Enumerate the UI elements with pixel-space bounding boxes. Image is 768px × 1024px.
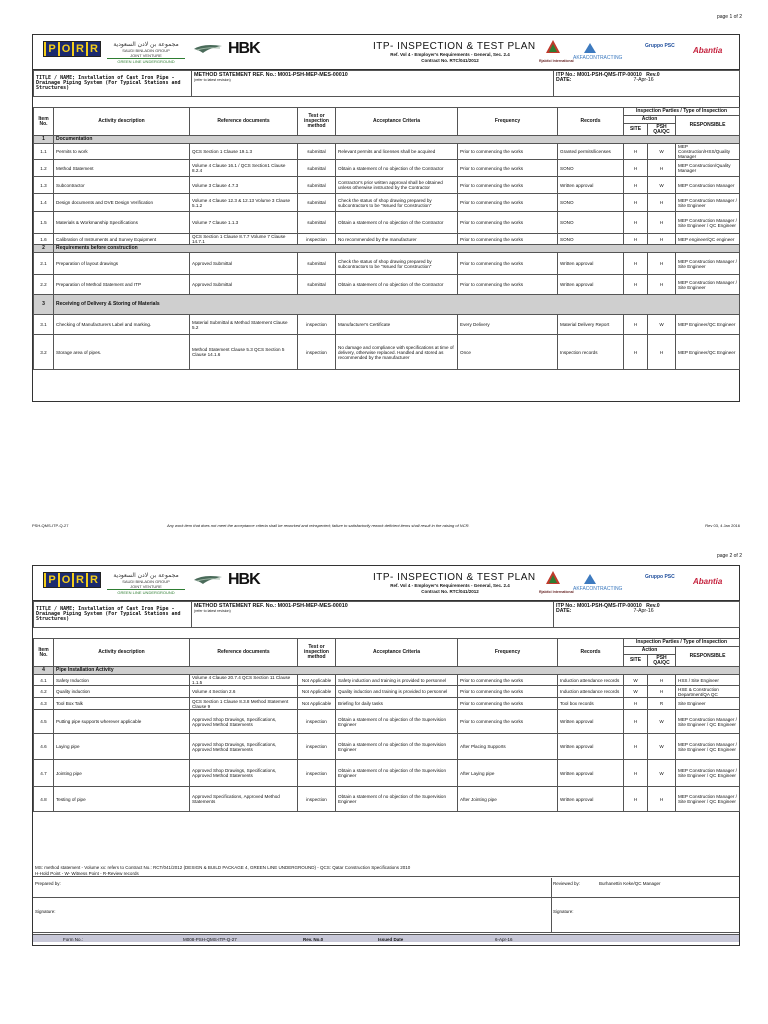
signature-label-2: Signature:: [553, 909, 574, 914]
footer-ncr-note: Any work item that does not meet the acceptance criteria shall be reworked and reinspected; failure to satisfactorily rework deficient items shall result in the raising of NCR.: [167, 523, 470, 528]
test-method: Not Applicable: [298, 686, 336, 698]
frequency: Prior to commencing the works: [458, 698, 558, 710]
col-psh: PSH QA/QC: [648, 655, 676, 667]
itp-ref: Ref. Vol 4 - Employer's Requirements - General, Sec. 2.4 Contract No. RTC/041/2012: [390, 52, 510, 63]
activity: Laying pipe: [54, 734, 190, 760]
itp-title: ITP- INSPECTION & TEST PLAN: [373, 572, 536, 583]
site-action: H: [624, 275, 648, 295]
col-action: Action: [624, 647, 676, 655]
test-method: inspection: [298, 710, 336, 734]
site-action: W: [624, 686, 648, 698]
responsible: Site Engineer: [676, 698, 740, 710]
activity: Preparation of layout drawings: [54, 253, 190, 275]
table-row: [34, 686, 740, 698]
frequency: Prior to commencing the works: [458, 194, 558, 212]
activity: Calibration of Instruments and Survey Equipment: [54, 234, 190, 245]
table-row: [34, 212, 740, 234]
records: SONO: [558, 160, 624, 177]
site-action: H: [624, 160, 648, 177]
activity: Subcontractor: [54, 177, 190, 194]
signature-label: Signature:: [35, 909, 56, 914]
itp-title: ITP- INSPECTION & TEST PLAN: [373, 41, 536, 52]
frequency: Prior to commencing the works: [458, 144, 558, 160]
footer-form-code: PSH-QMS-ITP-Q-27: [32, 523, 69, 528]
site-action: H: [624, 698, 648, 710]
wings-logo-icon: [193, 41, 223, 55]
records: SONO: [558, 212, 624, 234]
item-no: 3.2: [34, 335, 54, 370]
issued-date: 6-Apr-16: [495, 937, 513, 942]
responsible: MEP Construction Manager / Site Engineer / QC Engineer: [676, 212, 740, 234]
activity: Safety Induction: [54, 675, 190, 686]
records: Tool box records: [558, 698, 624, 710]
site-action: H: [624, 335, 648, 370]
test-method: inspection: [298, 315, 336, 335]
records: Granted permits/licenses: [558, 144, 624, 160]
activity: Checking of Manufacturers Label and marking.: [54, 315, 190, 335]
psh-action: R: [648, 698, 676, 710]
psh-action: W: [648, 734, 676, 760]
responsible: MEP Construction Manager / Site Engineer: [676, 194, 740, 212]
frequency: Prior to commencing the works: [458, 253, 558, 275]
col-records: Records: [558, 639, 624, 667]
abantia-logo: Abantia: [693, 577, 723, 586]
section-no: 4: [34, 667, 54, 675]
reference: Material Submittal & Method Statement Clause 5.2: [190, 315, 298, 335]
reference: QCS Section 1 Clause 8.3.8 Method Statement Clause 9: [190, 698, 298, 710]
responsible: MEP Construction/HSS/Quality Manager: [676, 144, 740, 160]
item-no: 1.5: [34, 212, 54, 234]
activity: Jointing pipe: [54, 760, 190, 787]
section-row: [34, 667, 740, 675]
records: Inspection records: [558, 335, 624, 370]
site-action: H: [624, 734, 648, 760]
responsible: MEP Construction/Quality Manager: [676, 160, 740, 177]
acceptance: No damage and compliance with specifications at time of delivery, otherwise replaced. Handled and stored as recommended by the manufacturer: [336, 335, 458, 370]
col-activity: Activity description: [54, 639, 190, 667]
activity: Design documents and DVE Design Verification: [54, 194, 190, 212]
psh-action: H: [648, 335, 676, 370]
reference: Approved Specifications, Approved Method Statements: [190, 787, 298, 812]
acceptance: Obtain a statement of no objection of the Contractor: [336, 160, 458, 177]
section-label: Documentation: [54, 136, 740, 144]
site-action: H: [624, 144, 648, 160]
test-method: submittal: [298, 160, 336, 177]
item-no: 2.2: [34, 275, 54, 295]
section-row: [34, 245, 740, 253]
frequency: Prior to commencing the works: [458, 160, 558, 177]
col-frequency: Frequency: [458, 639, 558, 667]
test-method: inspection: [298, 335, 336, 370]
acceptance: Obtain a statement of no objection of the Contractor: [336, 275, 458, 295]
itp-table-2: [33, 638, 740, 812]
activity: Tool Box Talk: [54, 698, 190, 710]
col-action: Action: [624, 116, 676, 124]
frequency: Once: [458, 335, 558, 370]
col-item-no: Item No.: [34, 108, 54, 136]
reference: Approved Submittal: [190, 275, 298, 295]
test-method: submittal: [298, 212, 336, 234]
col-acceptance: Acceptance Criteria: [336, 639, 458, 667]
saudi-binladin-logo: مجموعة بن لادن السعودية SAUDI BINLADIN GROUP JOINT VENTURE GREEN LINE UNDERGROUND: [107, 41, 185, 61]
reference: Approved Shop Drawings, Specifications, Approved Method Statements: [190, 734, 298, 760]
itp-no: ITP No.: M001-PSH-QMS-ITP-00010: [556, 72, 642, 78]
psh-action: W: [648, 315, 676, 335]
acceptance: Obtain a statement of no objection of the Contractor: [336, 212, 458, 234]
psh-action: W: [648, 144, 676, 160]
table-row: [34, 734, 740, 760]
acceptance: Obtain a statement of no objection of the Supervision Engineer: [336, 734, 458, 760]
acceptance: Briefing for daily tasks: [336, 698, 458, 710]
item-no: 4.5: [34, 710, 54, 734]
item-no: 1.3: [34, 177, 54, 194]
psh-action: H: [648, 212, 676, 234]
acceptance: Manufacturer's Certificate: [336, 315, 458, 335]
table-row: [34, 177, 740, 194]
records: Induction attendance records: [558, 686, 624, 698]
site-action: H: [624, 787, 648, 812]
method-statement: METHOD STATEMENT REF. No.: M001-PSH-MEP-MES-00010: [194, 72, 348, 78]
col-responsible: RESPONSIBLE: [676, 116, 740, 136]
responsible: MEP Construction Manager / Site Engineer / QC Engineer: [676, 734, 740, 760]
acceptance: Obtain a statement of no objection of the Supervision Engineer: [336, 787, 458, 812]
activity: Materials & Workmanship Specifications: [54, 212, 190, 234]
psh-action: H: [648, 675, 676, 686]
porr-logo: P O R R: [43, 41, 101, 57]
reference: Volume 4 Clause 16.1 / QCS Section1 Clause 8.2.4: [190, 160, 298, 177]
reference: Method Statement Clause 5.3 QCS Section 5 Clause 14.1.6: [190, 335, 298, 370]
frequency: After Laying pipe: [458, 760, 558, 787]
acceptance: Check the status of shop drawing prepared by subcontractors to be "Issued for Construction": [336, 253, 458, 275]
records: Material Delivery Report: [558, 315, 624, 335]
reference: Volume 4 Clause 12.3 & 12.13 Volume 3 Clause 5.1.2: [190, 194, 298, 212]
item-no: 2.1: [34, 253, 54, 275]
frequency: Prior to commencing the works: [458, 710, 558, 734]
records: Written approval: [558, 275, 624, 295]
section-label: Pipe Installation Activity: [54, 667, 740, 675]
date-label: DATE:: [556, 608, 572, 614]
site-action: H: [624, 315, 648, 335]
acceptance: Obtain a statement of no objection of the Supervision Engineer: [336, 710, 458, 734]
refer-note: (refer to latest revision): [194, 78, 231, 82]
page-number: page 1 of 2: [716, 14, 742, 20]
title-name: TITLE / NAME: Installation of Cast Iron Pipe - Drainage Piping System (For Typical Stations and Structures): [34, 71, 192, 97]
section-row: [34, 136, 740, 144]
test-method: submittal: [298, 253, 336, 275]
itp-sheet-2: [32, 565, 740, 946]
sheet-header: [33, 566, 739, 601]
psh-action: H: [648, 787, 676, 812]
responsible: MEP Construction Manager / Site Engineer / QC Engineer: [676, 760, 740, 787]
prepared-by-label: Prepared by:: [35, 881, 61, 886]
responsible: MEP engineer/QC engineer: [676, 234, 740, 245]
col-test-method: Test or inspection method: [298, 108, 336, 136]
prepared-row: [33, 878, 739, 898]
table-row: [34, 698, 740, 710]
records: Written approval: [558, 253, 624, 275]
issued-label: Issued Date: [378, 937, 404, 942]
rev: Rev.0: [646, 603, 660, 609]
responsible: HSE & Construction Department/QA QC: [676, 686, 740, 698]
col-parties: Inspection Parties / Type of Inspection: [624, 108, 740, 116]
records: Written approval: [558, 734, 624, 760]
responsible: MEP Construction Manager / Site Engineer / QC Engineer: [676, 787, 740, 812]
test-method: Not Applicable: [298, 675, 336, 686]
acceptance: Obtain a statement of no objection of the Supervision Engineer: [336, 760, 458, 787]
item-no: 4.8: [34, 787, 54, 812]
date-value: 7-Apr-16: [633, 608, 654, 614]
form-no: M008-PSH-QMS-ITP-Q-27: [183, 937, 237, 942]
psh-action: H: [648, 686, 676, 698]
table-row: [34, 315, 740, 335]
item-no: 4.6: [34, 734, 54, 760]
item-no: 1.6: [34, 234, 54, 245]
frequency: After Placing Supports: [458, 734, 558, 760]
responsible: MEP Construction Manager / Site Engineer / QC Engineer: [676, 710, 740, 734]
table-row: [34, 275, 740, 295]
responsible: MEP Engineer/QC Engineer: [676, 315, 740, 335]
psh-action: H: [648, 234, 676, 245]
reference: Volume 4 Section 2.6: [190, 686, 298, 698]
site-action: H: [624, 253, 648, 275]
signoff-divider: [551, 878, 552, 933]
responsible: HSS / Site Engineer: [676, 675, 740, 686]
footer-revision: Rev 03, 4 Jan 2016: [705, 523, 740, 528]
form-no-label: Form No.:: [63, 937, 84, 942]
section-no: 2: [34, 245, 54, 253]
col-parties: Inspection Parties / Type of Inspection: [624, 639, 740, 647]
col-psh: PSH QA/QC: [648, 124, 676, 136]
activity: Quality induction: [54, 686, 190, 698]
item-no: 1.4: [34, 194, 54, 212]
table-row: [34, 787, 740, 812]
info-table: [33, 601, 740, 628]
frequency: Prior to commencing the works: [458, 212, 558, 234]
frequency: Prior to commencing the works: [458, 686, 558, 698]
site-action: H: [624, 212, 648, 234]
itp-no-cell: [554, 71, 740, 97]
abantia-logo: Abantia: [693, 46, 723, 55]
item-no: 4.2: [34, 686, 54, 698]
activity: Permits to work: [54, 144, 190, 160]
site-action: H: [624, 194, 648, 212]
col-reference: Reference documents: [190, 639, 298, 667]
col-responsible: RESPONSIBLE: [676, 647, 740, 667]
test-method: submittal: [298, 275, 336, 295]
activity: Putting pipe supports wherever applicable: [54, 710, 190, 734]
acceptance: Relevant permits and licenses shall be acquired: [336, 144, 458, 160]
col-records: Records: [558, 108, 624, 136]
item-no: 1.1: [34, 144, 54, 160]
acceptance: Contractor's prior written approval shall be obtained unless otherwise instructed by the Contractor: [336, 177, 458, 194]
frequency: Prior to commencing the works: [458, 177, 558, 194]
method-statement-cell: [192, 602, 554, 628]
reviewer-name: Burhanettin Keke/QC Manager: [599, 881, 661, 886]
responsible: MEP Engineer/QC Engineer: [676, 335, 740, 370]
psc-logo: Gruppo PSC: [645, 43, 675, 49]
itp-no-cell: [554, 602, 740, 628]
reference: Approved Submittal: [190, 253, 298, 275]
itp-table-1: [33, 107, 740, 370]
notes-line-1: MS: method statement - Volume xx: refers to Contract No.: RCT/041/2012 (DESIGN & BUILD PACKAGE 4, GREEN LINE UNDERGROUND) - QCS: Qatar Construction Specifications 2010: [35, 865, 411, 870]
acceptance: No recommended by the manufacturer: [336, 234, 458, 245]
date-label: DATE:: [556, 77, 572, 83]
table-row: [34, 194, 740, 212]
reference: Approved Shop Drawings, Specifications, Approved Method Statements: [190, 710, 298, 734]
col-item-no: Item No.: [34, 639, 54, 667]
col-site: SITE: [624, 655, 648, 667]
test-method: submittal: [298, 194, 336, 212]
title-name: TITLE / NAME: Installation of Cast Iron Pipe - Drainage Piping System (For Typical Stations and Structures): [34, 602, 192, 628]
signature-row: [33, 899, 739, 933]
acceptance: Quality induction and training is provided to personnel: [336, 686, 458, 698]
reference: Volume 4 Clause 20.7.4 QCS Section 11 Clause 1.1.5: [190, 675, 298, 686]
responsible: MEP Construction Manager / Site Engineer: [676, 275, 740, 295]
itp-ref: Ref. Vol 4 - Employer's Requirements - General, Sec. 2.4 Contract No. RTC/041/2012: [390, 583, 510, 594]
date-value: 7-Apr-16: [633, 77, 654, 83]
hbk-logo: HBK: [228, 40, 260, 57]
records: Induction attendance records: [558, 675, 624, 686]
col-reference: Reference documents: [190, 108, 298, 136]
rjabitci-logo: Rjabitci International: [545, 570, 561, 593]
item-no: 4.1: [34, 675, 54, 686]
item-no: 1.2: [34, 160, 54, 177]
records: Written approval: [558, 760, 624, 787]
table-row: [34, 160, 740, 177]
section-row: [34, 295, 740, 315]
section-label: Receiving of Delivery & Storing of Materials: [54, 295, 740, 315]
legend-notes: [33, 865, 739, 877]
item-no: 4.7: [34, 760, 54, 787]
test-method: submittal: [298, 177, 336, 194]
rev: Rev.0: [646, 72, 660, 78]
psh-action: H: [648, 194, 676, 212]
col-frequency: Frequency: [458, 108, 558, 136]
col-activity: Activity description: [54, 108, 190, 136]
site-action: H: [624, 760, 648, 787]
reference: Volume 7 Clause 1.1.3: [190, 212, 298, 234]
hbk-logo: HBK: [228, 571, 260, 588]
table-row: [34, 710, 740, 734]
rev-no: Rev. No.0: [303, 937, 324, 942]
table-row: [34, 760, 740, 787]
col-site: SITE: [624, 124, 648, 136]
test-method: submittal: [298, 144, 336, 160]
acceptance: Check the status of shop drawing prepared by subcontractors to be "Issued for Construction": [336, 194, 458, 212]
psh-action: W: [648, 710, 676, 734]
responsible: MEP Construction Manager / Site Engineer: [676, 253, 740, 275]
frequency: Every Delivery: [458, 315, 558, 335]
records: SONO: [558, 194, 624, 212]
section-label: Requirements before construction: [54, 245, 740, 253]
col-acceptance: Acceptance Criteria: [336, 108, 458, 136]
refer-note: (refer to latest revision): [194, 609, 231, 613]
activity: Method Statement: [54, 160, 190, 177]
frequency: Prior to commencing the works: [458, 234, 558, 245]
test-method: inspection: [298, 760, 336, 787]
section-no: 1: [34, 136, 54, 144]
table-row: [34, 144, 740, 160]
activity: Storage area of pipes.: [54, 335, 190, 370]
akfa-logo: AKFACONTRACTING: [583, 41, 597, 59]
table-row: [34, 234, 740, 245]
table-row: [34, 253, 740, 275]
reviewed-by-label: Reviewed by:: [553, 881, 581, 886]
method-statement: METHOD STATEMENT REF. No.: M001-PSH-MEP-MES-00010: [194, 603, 348, 609]
site-action: W: [624, 675, 648, 686]
reference: QCS Section 1 Clause 19.1.3: [190, 144, 298, 160]
test-method: inspection: [298, 734, 336, 760]
frequency: Prior to commencing the works: [458, 275, 558, 295]
site-action: H: [624, 710, 648, 734]
frequency: Prior to commencing the works: [458, 675, 558, 686]
itp-no: ITP No.: M001-PSH-QMS-ITP-00010: [556, 603, 642, 609]
activity: Testing of pipe: [54, 787, 190, 812]
psh-action: H: [648, 160, 676, 177]
responsible: MEP Construction Manager: [676, 177, 740, 194]
porr-logo: P O R R: [43, 572, 101, 588]
section-no: 3: [34, 295, 54, 315]
records: Written approval: [558, 710, 624, 734]
psh-action: W: [648, 177, 676, 194]
reference: Volume 3 Clause 4.7.3: [190, 177, 298, 194]
records: Written approval: [558, 177, 624, 194]
psh-action: W: [648, 760, 676, 787]
psc-logo: Gruppo PSC: [645, 574, 675, 580]
table-row: [34, 335, 740, 370]
site-action: H: [624, 177, 648, 194]
test-method: Not Applicable: [298, 698, 336, 710]
frequency: After Jointing pipe: [458, 787, 558, 812]
form-bar: [33, 934, 739, 942]
akfa-logo: AKFACONTRACTING: [583, 572, 597, 590]
sheet-header: [33, 35, 739, 70]
wings-logo-icon: [193, 572, 223, 586]
notes-line-2: H-Hold Point - W- Witness Point - R-Review records: [35, 870, 139, 876]
test-method: inspection: [298, 234, 336, 245]
itp-sheet-1: [32, 34, 740, 402]
acceptance: Safety induction and training is provided to personnel: [336, 675, 458, 686]
activity: Preparation of Method Statement and ITP: [54, 275, 190, 295]
records: Written approval: [558, 787, 624, 812]
method-statement-cell: [192, 71, 554, 97]
test-method: inspection: [298, 787, 336, 812]
info-table: [33, 70, 740, 97]
records: SONO: [558, 234, 624, 245]
psh-action: H: [648, 253, 676, 275]
saudi-binladin-logo: مجموعة بن لادن السعودية SAUDI BINLADIN GROUP JOINT VENTURE GREEN LINE UNDERGROUND: [107, 572, 185, 592]
col-test-method: Test or inspection method: [298, 639, 336, 667]
page-number: page 2 of 2: [716, 553, 742, 559]
psh-action: H: [648, 275, 676, 295]
item-no: 3.1: [34, 315, 54, 335]
item-no: 4.3: [34, 698, 54, 710]
site-action: H: [624, 234, 648, 245]
rjabitci-logo: Rjabitci International: [545, 39, 561, 62]
table-row: [34, 675, 740, 686]
reference: QCS Section 1 Clause 8.7.7 Volume 7 Clause 14.7.1: [190, 234, 298, 245]
reference: Approved Shop Drawings, Specifications, Approved Method Statements: [190, 760, 298, 787]
